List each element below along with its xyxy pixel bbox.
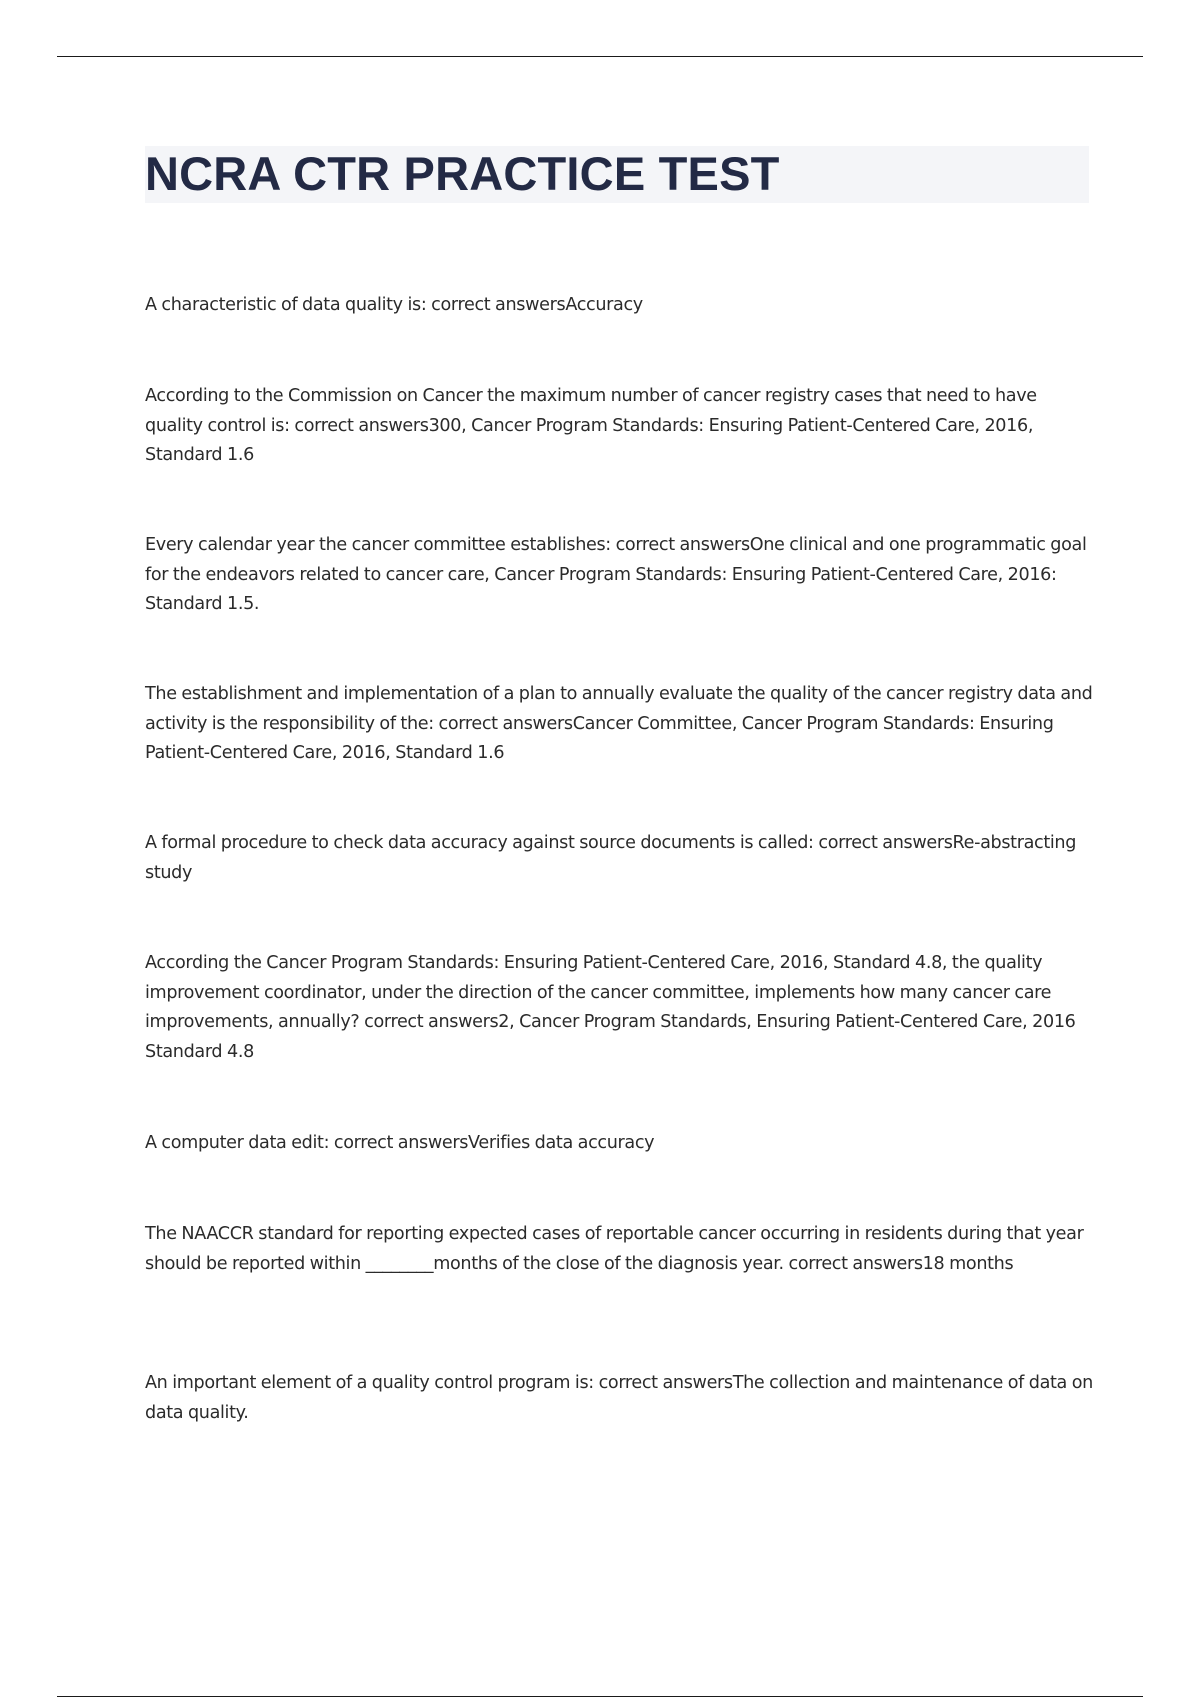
document-title: NCRA CTR PRACTICE TEST	[145, 147, 780, 200]
qa-item-9: An important element of a quality control program is: correct answersThe collection and maintenance of data on data quality.	[145, 1373, 1093, 1423]
qa-item-8: The NAACCR standard for reporting expected cases of reportable cancer occurring in residents during that year should be reported within ________months of the close of the diagnosis year. correct answers18 months	[145, 1224, 1084, 1274]
qa-item-6: According the Cancer Program Standards: Ensuring Patient-Centered Care, 2016, Standard 4.8, the quality improvement coordinator, under the direction of the cancer committee, implements how many cancer care improvements, annually? correct answers2, Cancer Program Standards, Ensuring Patient-Centered Care, 2016 Standard 4.8	[145, 953, 1076, 1062]
qa-item-5: A formal procedure to check data accuracy against source documents is called: correct answersRe-abstracting study	[145, 833, 1077, 883]
qa-item-1: A characteristic of data quality is: correct answersAccuracy	[145, 295, 643, 315]
qa-item-3: Every calendar year the cancer committee establishes: correct answersOne clinical and one programmatic goal for the endeavors related to cancer care, Cancer Program Standards: Ensuring Patient-Centered Care, 2016: Standard 1.5.	[145, 535, 1087, 614]
qa-item-7: A computer data edit: correct answersVerifies data accuracy	[145, 1133, 655, 1153]
qa-item-2: According to the Commission on Cancer the maximum number of cancer registry cases that need to have quality control is: correct answers300, Cancer Program Standards: Ensuring Patient-Centered Care, 2016, Standard 1.6	[145, 386, 1037, 465]
header-rule	[57, 56, 1143, 57]
qa-item-4: The establishment and implementation of a plan to annually evaluate the quality of the cancer registry data and activity is the responsibility of the: correct answersCancer Committee, Cancer Program Standards: Ensuring Patient-Centered Care, 2016, Standard 1.6	[145, 684, 1093, 763]
footer-rule	[57, 1696, 1143, 1697]
